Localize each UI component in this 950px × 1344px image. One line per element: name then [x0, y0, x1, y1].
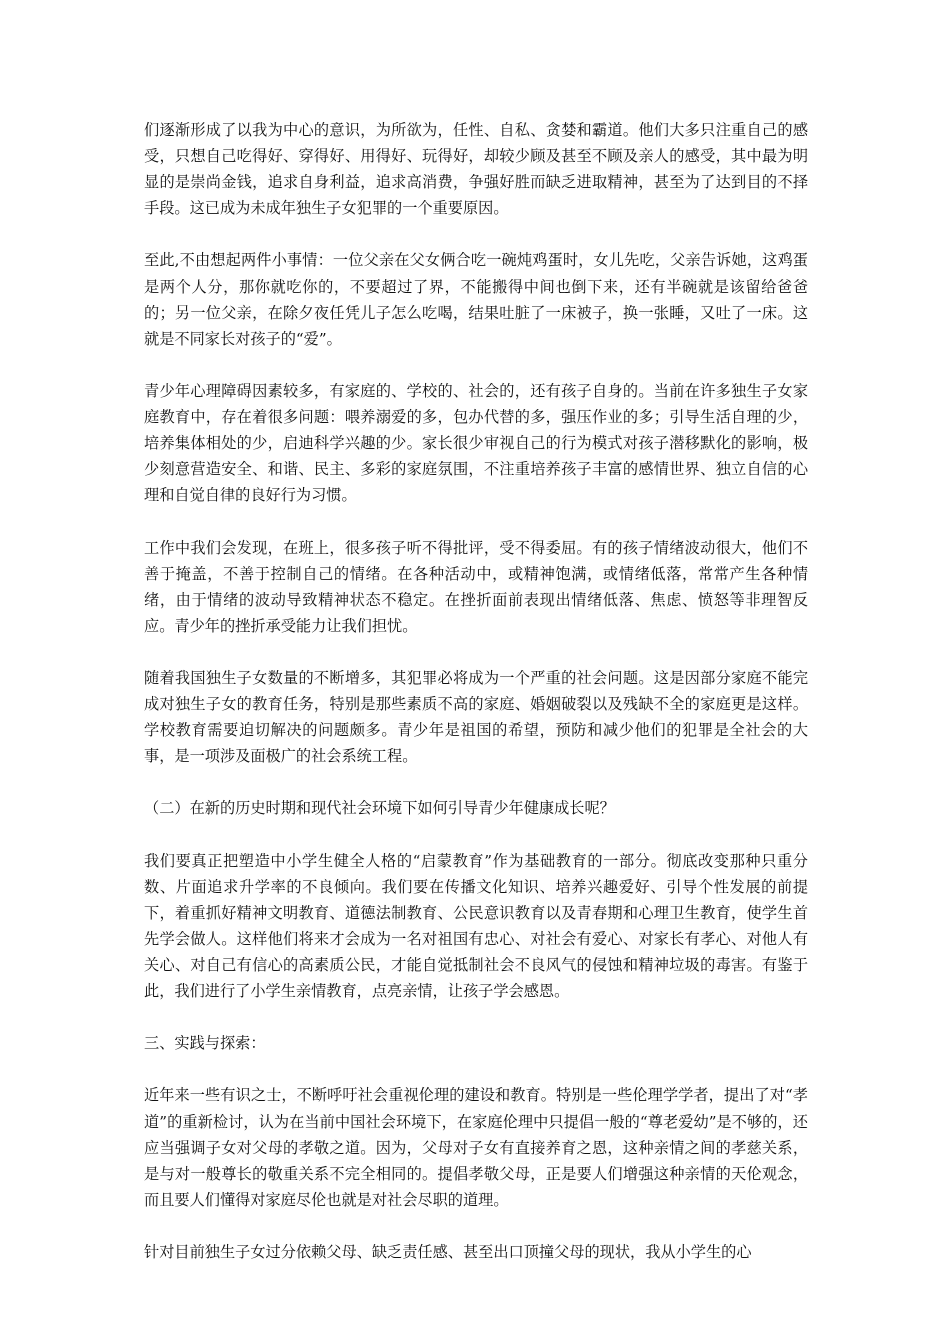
section-heading-guidance: （二）在新的历史时期和现代社会环境下如何引导青少年健康成长呢？ [144, 799, 615, 818]
paragraph-filial-piety: 近年来一些有识之士，不断呼吁社会重视伦理的建设和教育。特别是一些伦理学学者，提出了对“孝道”的重新检讨，认为在当前中国社会环境下，在家庭伦理中只提倡一般的“尊老爱幼”是不够的，还应当强调子女对父母的孝敬之道。因为，父母对子女有直接养育之恩，这种亲情之间的孝慈关系，是与对一般尊长的敬重关系不完全相同的。提倡孝敬父母，正是要人们增强这种亲情的天伦观念，而且要人们懂得对家庭尽伦也就是对社会尽职的道理。 [144, 1086, 808, 1209]
paragraph-enlightenment-education: 我们要真正把塑造中小学生健全人格的“启蒙教育”作为基础教育的一部分。彻底改变那种只重分数、片面追求升学率的不良倾向。我们要在传播文化知识、培养兴趣爱好、引导个性发展的前提下，着重抓好精神文明教育、道德法制教育、公民意识教育以及青春期和心理卫生教育，使学生首先学会做人。这样他们将来才会成为一名对祖国有忠心、对社会有爱心、对家长有孝心、对他人有关心、对自己有信心的高素质公民，才能自觉抵制社会不良风气的侵蚀和精神垃圾的毒害。有鉴于此，我们进行了小学生亲情教育，点亮亲情，让孩子学会感恩。 [144, 851, 808, 1001]
paragraph-self-centered-attitudes: 们逐渐形成了以我为中心的意识，为所欲为，任性、自私、贪婪和霸道。他们大多只注重自己的感受，只想自己吃得好、穿得好、用得好、玩得好，却较少顾及甚至不顾及亲人的感受，其中最为明显的是崇尚金钱，追求自身利益，追求高消费，争强好胜而缺乏进取精神，甚至为了达到目的不择手段。这已成为未成年独生子女犯罪的一个重要原因。 [144, 121, 808, 218]
paragraph-social-problem: 随着我国独生子女数量的不断增多，其犯罪必将成为一个严重的社会问题。这是因部分家庭不能完成对独生子女的教育任务，特别是那些素质不高的家庭、婚姻破裂以及残缺不全的家庭更是这样。学校教育需要迫切解决的问题颇多。青少年是祖国的希望，预防和减少他们的犯罪是全社会的大事，是一项涉及面极广的社会系统工程。 [144, 668, 808, 766]
section-heading-practice: 三、实践与探索： [144, 1034, 266, 1053]
paragraph-current-situation: 针对目前独生子女过分依赖父母、缺乏责任感、甚至出口顶撞父母的现状，我从小学生的心 [144, 1243, 752, 1262]
document-page [144, 117, 808, 1291]
paragraph-two-fathers-anecdote: 至此,不由想起两件小事情：一位父亲在父女俩合吃一碗炖鸡蛋时，女儿先吃，父亲告诉她，这鸡蛋是两个人分，那你就吃你的，不要超过了界，不能搬得中间也倒下来，还有半碗就是该留给爸爸的；另一位父亲，在除夕夜任凭儿子怎么吃喝，结果吐脏了一床被子，换一张睡，又吐了一床。这就是不同家长对孩子的“爱”。 [144, 251, 808, 348]
paragraph-psychological-factors: 青少年心理障碍因素较多，有家庭的、学校的、社会的，还有孩子自身的。当前在许多独生子女家庭教育中，存在着很多问题：喂养溺爱的多，包办代替的多，强压作业的多；引导生活自理的少，培养集体相处的少，启迪科学兴趣的少。家长很少审视自己的行为模式对孩子潜移默化的影响，极少刻意营造安全、和谐、民主、多彩的家庭氛围，不注重培养孩子丰富的感情世界、独立自信的心理和自觉自律的良好行为习惯。 [144, 381, 808, 505]
paragraph-emotional-control: 工作中我们会发现，在班上，很多孩子听不得批评，受不得委屈。有的孩子情绪波动很大，他们不善于掩盖，不善于控制自己的情绪。在各种活动中，或精神饱满，或情绪低落，常常产生各种情绪，由于情绪的波动导致精神状态不稳定。在挫折面前表现出情绪低落、焦虑、愤怒等非理智反应。青少年的挫折承受能力让我们担忧。 [144, 538, 808, 635]
